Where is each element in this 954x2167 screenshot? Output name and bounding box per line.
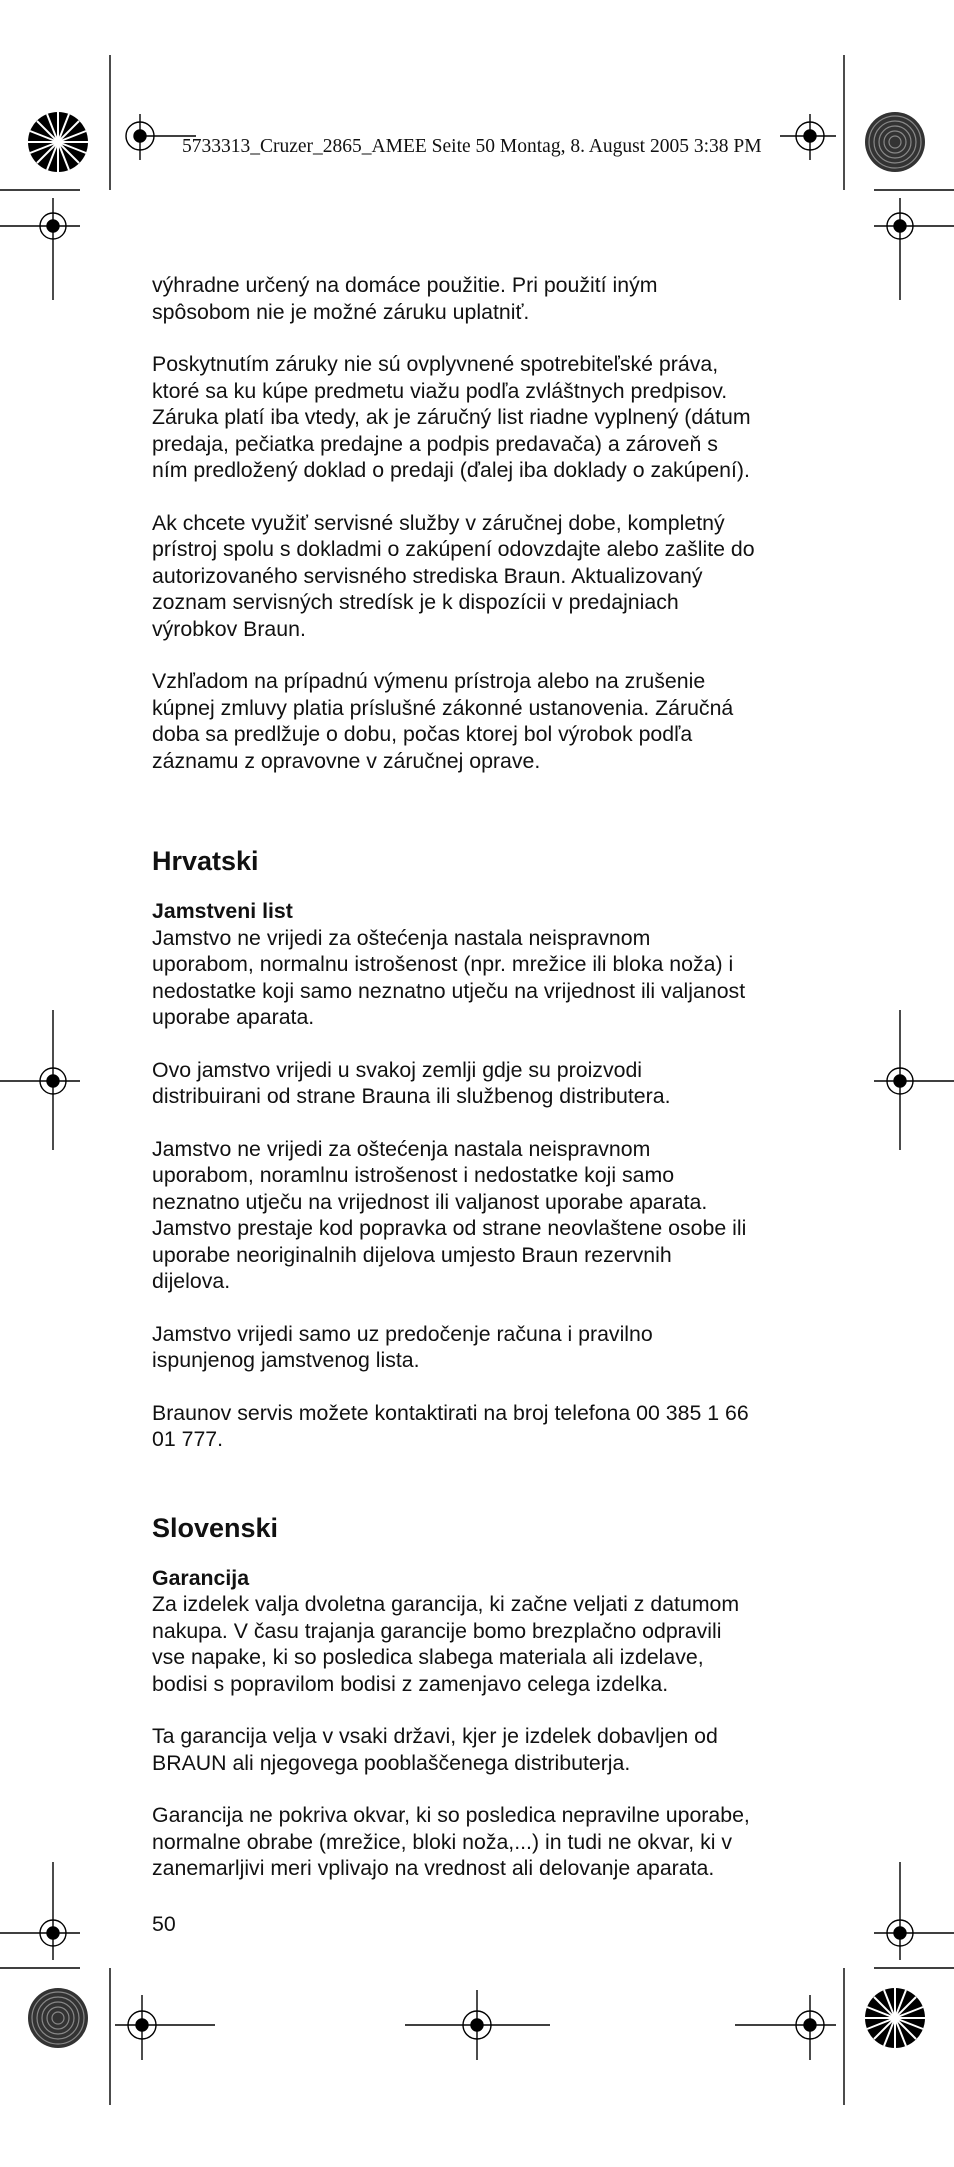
paragraph: Vzhľadom na prípadnú výmenu prístroja alebo na zrušenie kúpnej zmluvy platia príslušné zákonné ustanovenia. Záručná doba sa predlžuje o dobu, počas ktorej bol výrobok podľa záznamu z opravovne v záručnej oprave. bbox=[152, 669, 734, 773]
paragraph: Jamstvo vrijedi samo uz predočenje računa i pravilno ispunjenog jamstvenog lista. bbox=[152, 1321, 653, 1372]
section-heading: Slovenski bbox=[152, 1512, 279, 1543]
paragraph: Jamstveni list Jamstvo ne vrijedi za oštećenja nastala neispravnom uporabom, normalnu istrošenost (npr. mrežice ili bloka noža) i nedostatke koji samo neznatno utječu na vrijednost ili valjanost uporabe aparata. bbox=[152, 898, 812, 1031]
document-body bbox=[152, 272, 812, 1882]
page-number: 50 bbox=[152, 1912, 176, 1936]
paragraph: Ovo jamstvo vrijedi u svakoj zemlji gdje su proizvodi distribuirani od strane Brauna ili službenog distributera. bbox=[152, 1057, 671, 1108]
starburst-target-bottom-right bbox=[865, 1988, 925, 2048]
paragraph: Poskytnutím záruky nie sú ovplyvnené spotrebiteľské práva, ktoré sa ku kúpe predmetu viažu podľa zvláštnych predpisov. Záruka platí iba vtedy, ak je záručný list riadne vyplnený (dátum predaja, pečiatka predajne a podpis predavača) a zároveň s ním predložený doklad o predaji (ďalej iba doklady o zakúpení). bbox=[152, 352, 751, 482]
crosshair-mark-right-middle bbox=[874, 1010, 954, 1150]
section-subheading: Garancija bbox=[152, 1565, 250, 1590]
paragraph: Ta garancija velja v vsaki državi, kjer je izdelek dobavljen od BRAUN ali njegovega pooblaščenega distributerja. bbox=[152, 1724, 718, 1775]
slovak-warranty-text bbox=[152, 272, 812, 774]
crosshair-mark-left-middle bbox=[0, 1010, 80, 1150]
crosshair-mark-bottom-left bbox=[115, 1995, 215, 2060]
paragraph: Garancija ne pokriva okvar, ki so posledica nepravilne uporabe, normalne obrabe (mrežice, bloki noža,...) in tudi ne okvar, ki v zanemarljivi meri vplivajo na vrednost ali delovanje aparata. bbox=[152, 1803, 750, 1880]
starburst-target-top-left bbox=[28, 112, 88, 172]
paragraph: výhradne určený na domáce použitie. Pri použití iným spôsobom nie je možné záruku uplatniť. bbox=[152, 273, 658, 324]
croatian-section bbox=[152, 844, 812, 1453]
section-subheading: Jamstveni list bbox=[152, 899, 293, 923]
crosshair-mark-bottom-center bbox=[405, 1990, 550, 2060]
section-heading: Hrvatski bbox=[152, 846, 259, 876]
print-imprint-header: 5733313_Cruzer_2865_AMEE Seite 50 Montag, 8. August 2005 3:38 PM bbox=[182, 136, 762, 157]
paragraph: Garancija Za izdelek valja dvoletna garancija, ki začne veljati z datumom nakupa. V času trajanja garancije bomo brezplačno odpravili vse napake, ki so posledica slabega materiala ali izdelave, bodisi s popravilom bodisi z zamenjavo celega izdelka. bbox=[152, 1565, 812, 1698]
paragraph: Ak chcete využiť servisné služby v záručnej dobe, kompletný prístroj spolu s dokladmi o zakúpení odovzdajte alebo zašlite do autorizovaného servisného strediska Braun. Aktualizovaný zoznam servisných stredísk je k dispozícii v predajniach výrobkov Braun. bbox=[152, 510, 755, 641]
concentric-target-top-right bbox=[865, 112, 925, 172]
crosshair-mark-left-upper bbox=[0, 198, 80, 300]
concentric-target-bottom-left bbox=[28, 1988, 88, 2048]
crosshair-mark-right-upper bbox=[874, 198, 954, 300]
slovenian-section bbox=[152, 1511, 812, 1882]
paragraph: Jamstvo ne vrijedi za oštećenja nastala neispravnom uporabom, noramlnu istrošenost i nedostatke koji samo neznatno utječu na vrijednost ili valjanost uporabe aparata. Jamstvo prestaje kod popravka od strane neovlaštene osobe ili uporabe neoriginalnih dijelova umjesto Braun rezervnih dijelova. bbox=[152, 1136, 747, 1293]
paragraph: Braunov servis možete kontaktirati na broj telefona 00 385 1 66 01 777. bbox=[152, 1400, 749, 1451]
crosshair-mark-left-lower bbox=[0, 1862, 80, 1960]
crosshair-mark-right-lower bbox=[874, 1862, 954, 1960]
crosshair-mark-bottom-right bbox=[735, 1995, 836, 2060]
